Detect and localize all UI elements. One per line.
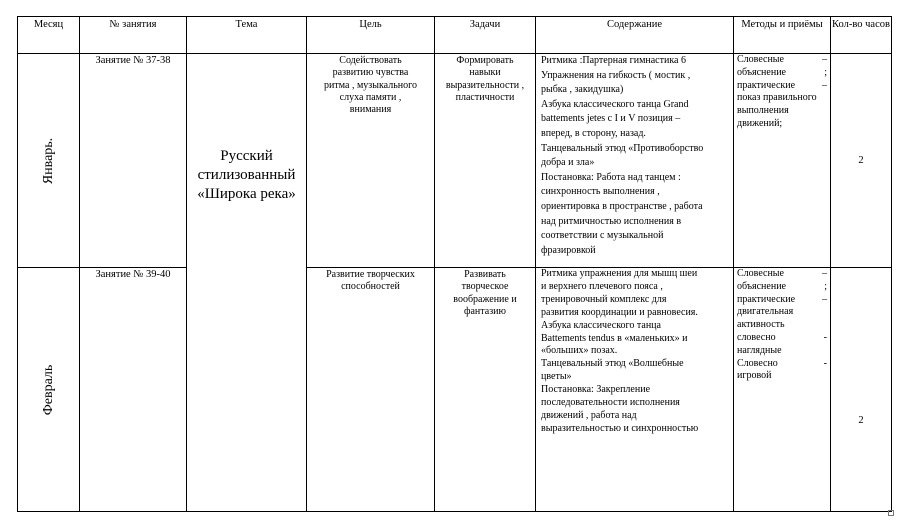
table-resize-handle[interactable]: [888, 510, 894, 516]
topic-line: стилизованный: [197, 166, 296, 183]
content-line: Азбука классического танца Grand: [541, 98, 689, 110]
task-line: навыки: [469, 67, 501, 79]
method-line: объяснение ;: [737, 280, 827, 292]
content-line: рыбка , закидушка): [541, 84, 624, 96]
task-line: Развивать: [464, 269, 506, 280]
tasks-cell: [435, 268, 536, 512]
header-hours: Кол-во часов: [831, 17, 892, 54]
method-line: Словесные –: [737, 54, 827, 65]
hours-cell: [831, 54, 892, 268]
methods-cell: [734, 54, 831, 268]
lesson-plan-table: [17, 16, 892, 512]
content-line: развития координации и равновесия.: [541, 306, 698, 318]
method-line: практические –: [737, 79, 827, 91]
content-line: фразировкой: [541, 244, 596, 256]
header-methods: Методы и приёмы: [734, 17, 831, 54]
table-row-february: [18, 268, 892, 512]
month-label: Февраль: [40, 364, 56, 415]
content-line: цветы»: [541, 371, 572, 383]
content-line: соответствии с музыкальной: [541, 230, 664, 242]
topic-cell: [187, 54, 307, 512]
methods-cell: [734, 268, 831, 512]
method-line: объяснение ;: [737, 66, 827, 78]
content-line: Постановка: Закрепление: [541, 384, 651, 396]
content-line: движений , работа над: [541, 409, 637, 421]
method-line: словесно -: [737, 331, 827, 343]
method-line: активность: [737, 319, 785, 331]
goal-line: Содействовать: [339, 55, 402, 66]
tasks-cell: [435, 54, 536, 268]
method-line: показ правильного: [737, 92, 817, 104]
month-label: Январь.: [40, 137, 56, 184]
content-line: battements jetes с I и V позиция –: [541, 113, 681, 125]
goal-line: внимания: [349, 104, 392, 116]
content-line: Постановка: Работа над танцем :: [541, 171, 681, 183]
goal-cell: [307, 54, 435, 268]
content-cell: [536, 54, 734, 268]
method-line: выполнения: [737, 105, 789, 117]
content-line: тренировочный комплекс для: [541, 293, 667, 305]
header-row: [18, 17, 892, 54]
task-line: творческое: [461, 281, 509, 293]
header-content: Содержание: [536, 17, 734, 54]
method-line: практические –: [737, 293, 827, 305]
content-line: синхронность выполнения ,: [541, 186, 660, 198]
content-cell: [536, 268, 734, 512]
header-month: Месяц: [18, 17, 80, 54]
lesson-number: Занятие № 39-40: [80, 268, 187, 512]
month-cell: [18, 54, 80, 268]
content-line: Азбука классического танца: [541, 319, 661, 331]
header-topic: Тема: [187, 17, 307, 54]
hours-value: 2: [858, 155, 864, 166]
month-cell: [18, 268, 80, 512]
content-line: «больших» позах.: [541, 345, 618, 357]
goal-line: Развитие творческих: [326, 269, 415, 280]
task-line: фантазию: [464, 305, 506, 317]
content-line: Ритмика :Партерная гимнастика 6: [541, 55, 686, 66]
goal-line: ритма , музыкального: [324, 79, 417, 91]
method-line: Словесно -: [737, 357, 827, 369]
content-line: вперед, в сторону, назад.: [541, 127, 646, 139]
table-row-january: [18, 54, 892, 268]
hours-value: 2: [858, 415, 864, 426]
method-line: движений;: [737, 117, 783, 129]
goal-line: способностей: [341, 281, 400, 293]
header-lesson-number: № занятия: [80, 17, 187, 54]
topic-line: «Широка река»: [197, 185, 296, 202]
goal-line: развитию чувства: [332, 67, 409, 79]
content-line: Ритмика упражнения для мышц шеи: [541, 268, 698, 279]
content-line: Танцевальный этюд «Волшебные: [541, 358, 684, 370]
content-line: добра и зла»: [541, 157, 595, 169]
method-line: игровой: [737, 370, 772, 382]
task-line: Формировать: [456, 55, 514, 66]
method-line: Словесные –: [737, 268, 827, 279]
content-line: Battements tendus в «маленьких» и: [541, 332, 688, 344]
method-line: наглядные: [737, 344, 782, 356]
content-line: над ритмичностью исполнения в: [541, 215, 682, 227]
header-tasks: Задачи: [435, 17, 536, 54]
task-line: пластичности: [455, 91, 515, 103]
method-line: двигательная: [737, 306, 794, 318]
goal-cell: [307, 268, 435, 512]
content-line: Танцевальный этюд «Противоборство: [541, 142, 704, 154]
goal-line: слуха памяти ,: [339, 91, 402, 103]
task-line: выразительности ,: [445, 79, 525, 91]
topic-line: Русский: [220, 147, 273, 164]
content-line: последовательности исполнения: [541, 397, 680, 409]
hours-cell: [831, 268, 892, 512]
content-line: выразительностью и синхронностью: [541, 422, 699, 434]
header-goal: Цель: [307, 17, 435, 54]
content-line: Упражнения на гибкость ( мостик ,: [541, 69, 691, 81]
lesson-number: Занятие № 37-38: [80, 54, 187, 268]
task-line: воображение и: [453, 293, 517, 305]
content-line: ориентировка в пространстве , работа: [541, 200, 703, 212]
content-line: и верхнего плечевого пояса ,: [541, 280, 663, 292]
